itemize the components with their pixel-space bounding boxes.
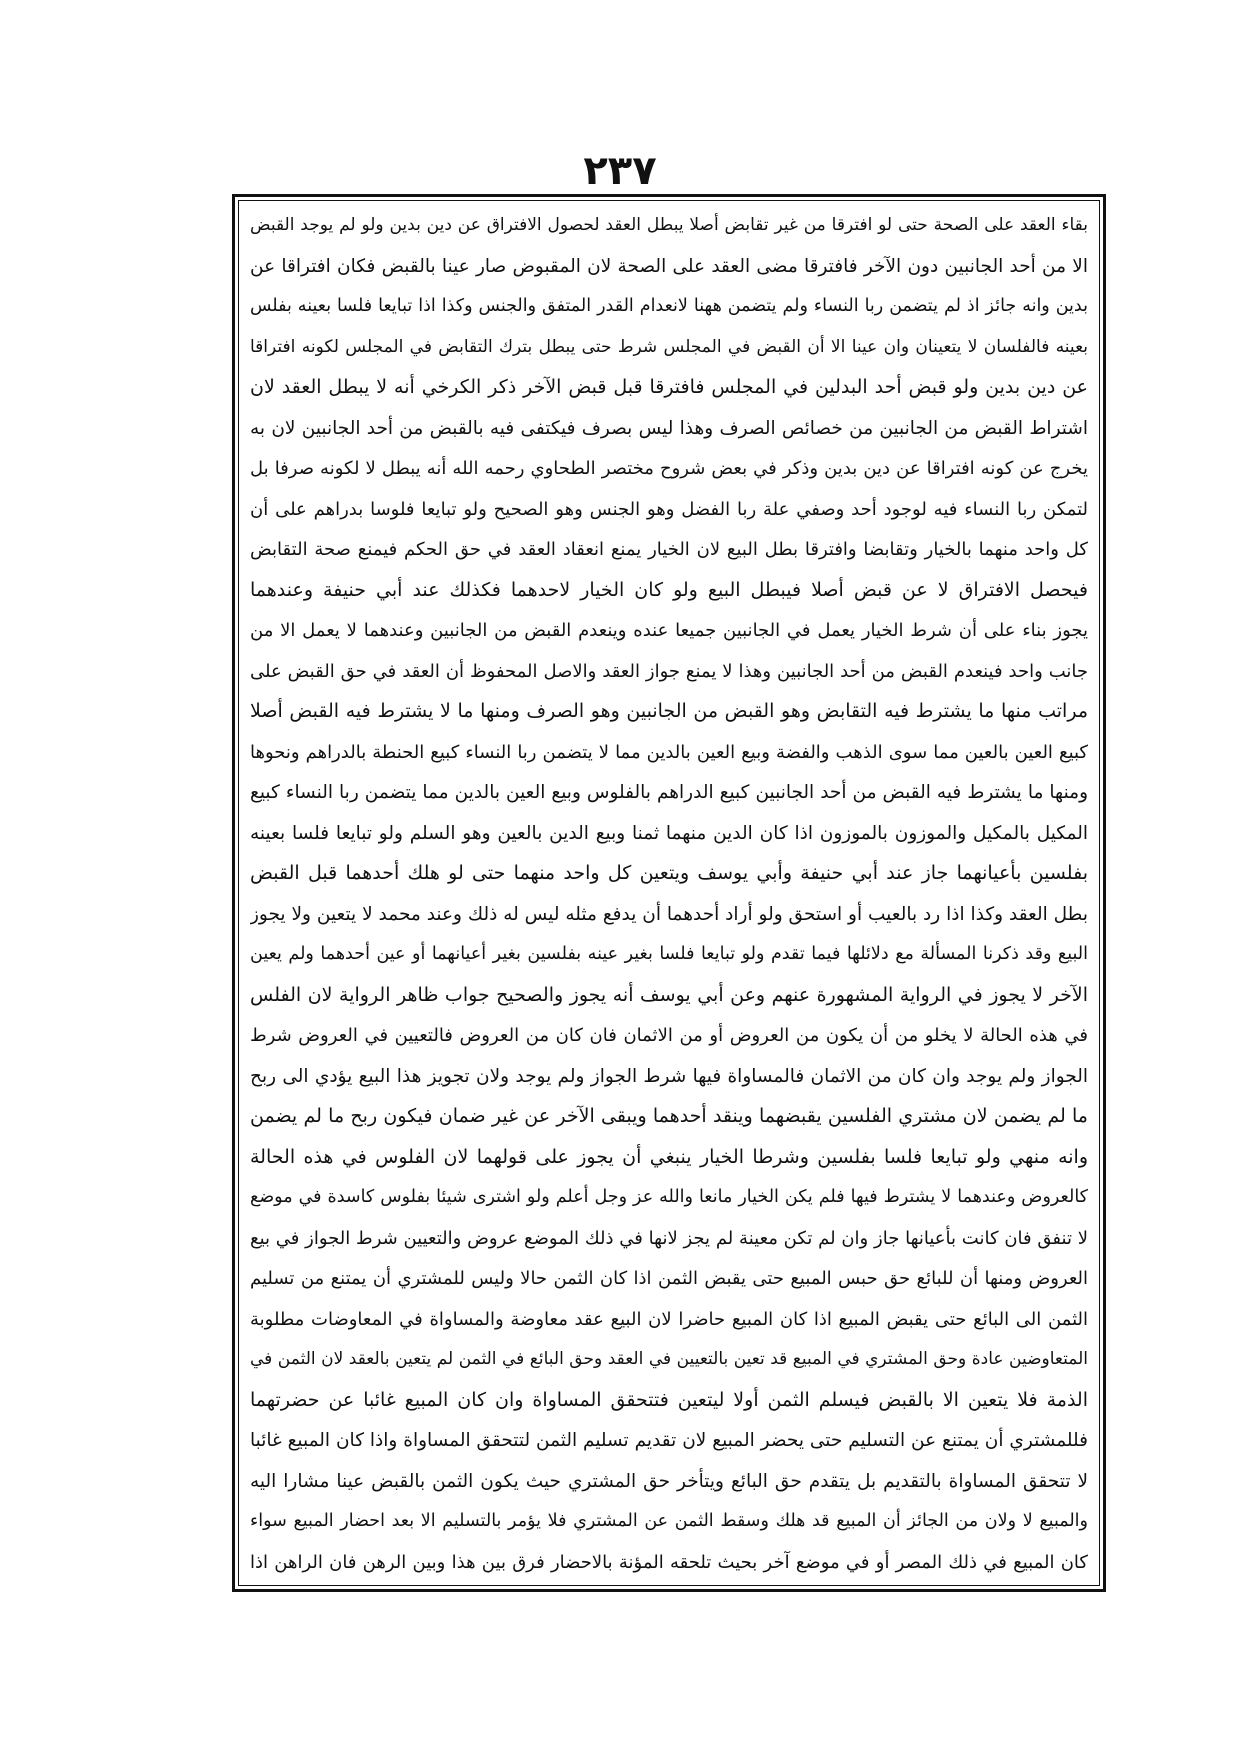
text-line: بدين وانه جائز اذ لم يتضمن ربا النساء ولم يتضمن ههنا لانعدام القدر المتفق والجنس وكذا اذا تبايعا فلسا بعينه بفلس [250,296,1088,316]
text-line: الآخر لا يجوز في الرواية المشهورة عنهم وعن أبي يوسف أنه يجوز والصحيح جواب ظاهر الرواية لان الفلس [250,983,1088,1006]
text-line: الجواز ولم يوجد وان كان من الاثمان فالمساواة فيها شرط الجواز ولم يوجد ولان تجويز هذا البيع يؤدي الى ربح [250,1065,1088,1087]
text-line: الثمن الى البائع حتى يقبض المبيع اذا كان المبيع حاضرا لان البيع عقد معاوضة والمساواة في المعاوضات مطلوبة [250,1308,1088,1330]
text-line: والمبيع لا ولان من الجائز أن المبيع قد هلك وسقط الثمن عن المشتري فلا يؤمر بالتسليم الا بعد احضار المبيع سواء [250,1511,1088,1531]
text-line: لا تتحقق المساواة بالتقديم بل يتقدم حق البائع ويتأخر حق المشتري حيث يكون الثمن بالقبض عينا مشارا اليه [250,1470,1088,1492]
text-line: المكيل بالمكيل والموزون بالموزون اذا كان الدين منهما ثمنا وبيع الدين بالعين وهو السلم ولو تبايعا فلسا بعينه [250,822,1088,844]
text-line: بقاء العقد على الصحة حتى لو افترقا من غير تقابض أصلا يبطل العقد لحصول الافتراق عن دين بدين ولو لم يوجد القبض [250,215,1088,235]
text-line: جانب واحد فينعدم القبض من أحد الجانبين وهذا لا يمنع جواز العقد والاصل المحفوظ أن العقد في حق القبض على [250,660,1088,682]
text-line: الا من أحد الجانبين دون الآخر فافترقا مضى العقد على الصحة لان المقبوض صار عينا بالقبض فكان افتراقا عن [250,255,1088,277]
text-line: لتمكن ربا النساء فيه لوجود أحد وصفي علة ربا الفضل وهو الجنس وهو الصحيح ولو تبايعا فلوسا بدراهم على أن [250,498,1088,520]
page-number: ٢٣٧ [583,148,657,194]
text-line: فللمشتري أن يمتنع عن التسليم حتى يحضر المبيع لان تقديم تسليم الثمن لتتحقق المساواة واذا كان المبيع غائبا [250,1430,1088,1451]
text-line: ما لم يضمن لان مشتري الفلسين يقبضهما وينقد أحدهما ويبقى الآخر عن غير ضمان فيكون ربح ما لم يضمن [250,1105,1088,1127]
text-line: كالعروض وعندهما لا يشترط فيها فلم يكن الخيار مانعا والله عز وجل أعلم ولو اشترى شيئا بفلوس كاسدة في موضع [250,1187,1088,1207]
text-line: البيع وقد ذكرنا المسألة مع دلائلها فيما تقدم ولو تبايعا فلسا بغير عينه بفلسين بغير أعيانهما أو عين أحدهما ولم يعين [250,944,1088,964]
text-line: بعينه فالفلسان لا يتعينان وان عينا الا أن القبض في المجلس شرط حتى يبطل بترك التقابض في المجلس لكونه افتراقا [250,336,1088,357]
text-line: مراتب منها ما يشترط فيه التقابض وهو القبض من الجانبين وهو الصرف ومنها ما لا يشترط فيه القبض أصلا [250,700,1088,722]
text-line: اشتراط القبض من الجانبين من خصائص الصرف وهذا ليس بصرف فيكتفى فيه بالقبض من أحد الجانبين لان به [250,417,1088,439]
text-line: فيحصل الافتراق لا عن قبض أصلا فيبطل البيع ولو كان الخيار لاحدهما فكذلك عند أبي حنيفة وعندهما [250,578,1088,601]
text-line: كبيع العين بالعين مما سوى الذهب والفضة وبيع العين بالدين مما لا يتضمن ربا النساء كبيع الحنطة بالدراهم ونحوها [250,741,1088,763]
text-line: يجوز بناء على أن شرط الخيار يعمل في الجانبين جميعا عنده وينعدم القبض من الجانبين وعندهما لا يعمل الا من [250,620,1088,641]
text-line: ومنها ما يشترط فيه القبض من أحد الجانبين كبيع الدراهم بالفلوس وبيع العين بالدين مما يتضمن ربا النساء كبيع [250,782,1088,803]
text-line: كل واحد منهما بالخيار وتقابضا وافترقا بطل البيع لان الخيار يمنع انعقاد العقد في حق الحكم فيمنع صحة التقابض [250,539,1088,560]
text-line: بطل العقد وكذا اذا رد بالعيب أو استحق ولو أراد أحدهما أن يدفع مثله ليس له ذلك وعند محمد لا يتعين ولا يجوز [250,903,1088,925]
text-line: لا تنفق فان كانت بأعيانها جاز وان لم تكن معينة لم يجز لانها في ذلك الموضع عروض والتعيين شرط الجواز في بيع [250,1227,1088,1249]
text-line: الذمة فلا يتعين الا بالقبض فيسلم الثمن أولا ليتعين فتتحقق المساواة وان كان المبيع غائبا عن حضرتهما [250,1388,1088,1411]
text-line: المتعاوضين عادة وحق المشتري في المبيع قد تعين بالتعيين في العقد وحق البائع في الثمن لم يتعين بالعقد لان الثمن في [250,1349,1088,1369]
text-line: كان المبيع في ذلك المصر أو في موضع آخر بحيث تلحقه المؤنة بالاحضار فرق بين هذا وبين الرهن فان الراهن اذا [250,1551,1088,1573]
text-line: وانه منهي ولو تبايعا فلسا بفلسين وشرطا الخيار ينبغي أن يجوز على قولهما لان الفلوس في هذه الحالة [250,1145,1088,1168]
body-text [250,208,1088,1580]
text-line: العروض ومنها أن للبائع حق حبس المبيع حتى يقبض الثمن اذا كان الثمن حالا وليس للمشتري أن يمتنع من تسليم [250,1268,1088,1289]
text-line: في هذه الحالة لا يخلو من أن يكون من العروض أو من الاثمان فان كان من العروض فالتعيين في العروض شرط [250,1025,1088,1046]
text-line: عن دين بدين ولو قبض أحد البدلين في المجلس فافترقا قبل قبض الآخر ذكر الكرخي أنه لا يبطل العقد لان [250,376,1088,398]
text-line: يخرج عن كونه افتراقا عن دين بدين وذكر في بعض شروح مختصر الطحاوي رحمه الله أنه يبطل لا لكونه صرفا بل [250,458,1088,479]
text-line: بفلسين بأعيانهما جاز عند أبي حنيفة وأبي يوسف ويتعين كل واحد منهما حتى لو هلك أحدهما قبل القبض [250,862,1088,884]
